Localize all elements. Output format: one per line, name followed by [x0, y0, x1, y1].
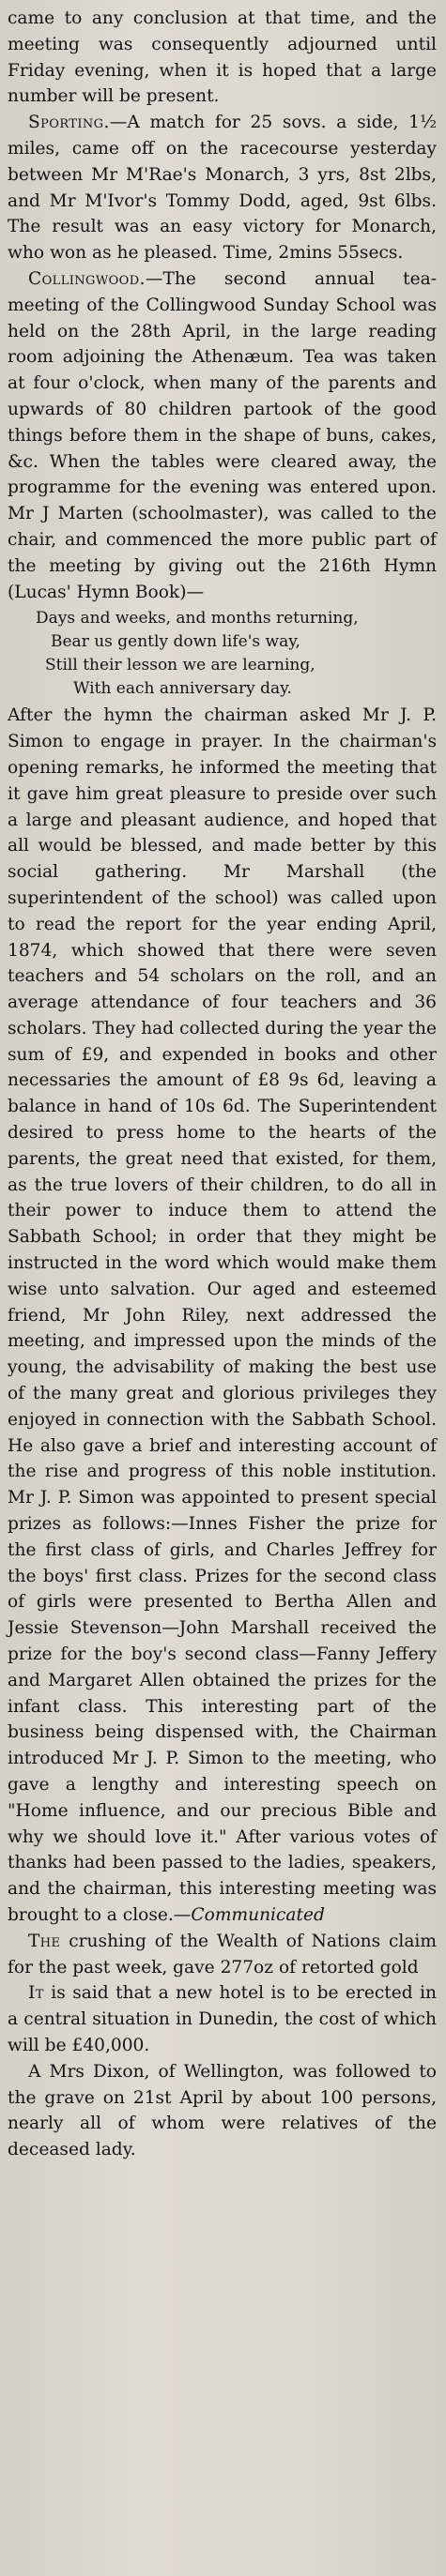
hotel-body: is said that a new hotel is to be erected in a central situation in Dunedin, the cost of which will be £40,000. — [8, 1983, 437, 2055]
verse-line: With each anniversary day. — [73, 679, 292, 699]
crushing-lead: The — [28, 1931, 61, 1951]
communicated-credit: Communicated — [191, 1904, 325, 1925]
meeting-report-body: After the hymn the chairman asked Mr J. P. Simon to engage in prayer. In the chairman's opening remarks, he informed the meeting that it gave him great pleasure to preside over such a large and pleasant audience, and hoped that all would be blessed, and made better by this social gathering. Mr Marshall (the superintendent of the school) was called upon to read the report for the year ending April, 1874, which showed that there were seven teachers and 54 scholars on the roll, and an average attendance of four teachers and 36 scholars. They had collected during the year the sum of £9, and expended in books and other necessaries the amount of £8 9s 6d, leaving a balance in hand of 10s 6d. The Superintendent desired to press home to the hearts of the parents, the great need that existed, for them, as the true lovers of their children, to do all in their power to induce them to attend the Sabbath School; in order that they might be instructed in the word which would make them wise unto salvation. Our aged and esteemed friend, Mr John Riley, next addressed the meeting, and impressed upon the minds of the young, the advisability of making the best use of the many great and glorious privileges they enjoyed in connection with the Sabbath School. He also gave a brief and interesting account of the rise and progress of this noble institution. Mr J. P. Simon was appointed to present special prizes as follows:—Innes Fisher the prize for the first class of girls, and Charles Jeffrey for the boys' first class. Prizes for the second class of girls were presented to Bertha Allen and Jessie Stevenson—John Marshall received the prize for the boy's second class—Fanny Jeffery and Margaret Allen obtained the prizes for the infant class. This interesting part of the business being dispensed with, the Chairman introduced Mr J. P. Simon to the meeting, who gave a lengthy and interesting speech on "Home influence, and our precious Bible and why we should love it." After various votes of thanks had been passed to the ladies, speakers, and the chairman, this interesting meeting was brought to a close.— — [8, 705, 437, 1925]
crushing-body: crushing of the Wealth of Nations claim for the past week, gave 277oz of retorted gold — [8, 1931, 437, 1977]
paragraph-hotel — [8, 1980, 437, 2058]
hotel-lead: It — [28, 1983, 44, 2004]
paragraph-meeting-report — [8, 703, 437, 1928]
paragraph-collingwood — [8, 266, 437, 605]
sporting-body: —A match for 25 sovs. a side, 1½ miles, came off on the racecourse yesterday between Mr M'Rae's Monarch, 3 yrs, 8st 2lbs, and Mr M'Ivor's Tommy Dodd, aged, 9st 6lbs. The result was an easy victory for Monarch, who won as he pleased. Time, 2mins 55secs. — [8, 113, 437, 264]
verse-line: Bear us gently down life's way, — [51, 632, 300, 652]
sporting-heading: Sporting. — [28, 113, 110, 133]
verse-line: Days and weeks, and months returning, — [36, 609, 359, 629]
paragraph-sporting — [8, 110, 437, 266]
paragraph-dixon: A Mrs Dixon, of Wellington, was followed to the grave on 21st April by about 100 persons, nearly all of whom were relatives of the deceased lady. — [8, 2061, 437, 2160]
verse-line: Still their lesson we are learning, — [45, 656, 315, 675]
hymn-verse — [8, 607, 437, 701]
paragraph-meeting-adjourned: came to any conclusion at that time, and the meeting was consequently adjourned until Friday evening, when it is hoped that a large number will be present. — [8, 8, 437, 107]
collingwood-heading: Collingwood. — [28, 268, 146, 289]
paragraph-crushing — [8, 1929, 437, 1981]
collingwood-body: —The second annual tea-meeting of the Collingwood Sunday School was held on the 28th April, in the large reading room adjoining the Athenæum. Tea was taken at four o'clock, when many of the parents and upwards of 80 children partook of the good things before them in the shape of buns, cakes, &c. When the tables were cleared away, the programme for the evening was entered upon. Mr J Marten (schoolmaster), was called to the chair, and commenced the more public part of the meeting by giving out the 216th Hymn (Lucas' Hymn Book)— — [8, 268, 437, 602]
